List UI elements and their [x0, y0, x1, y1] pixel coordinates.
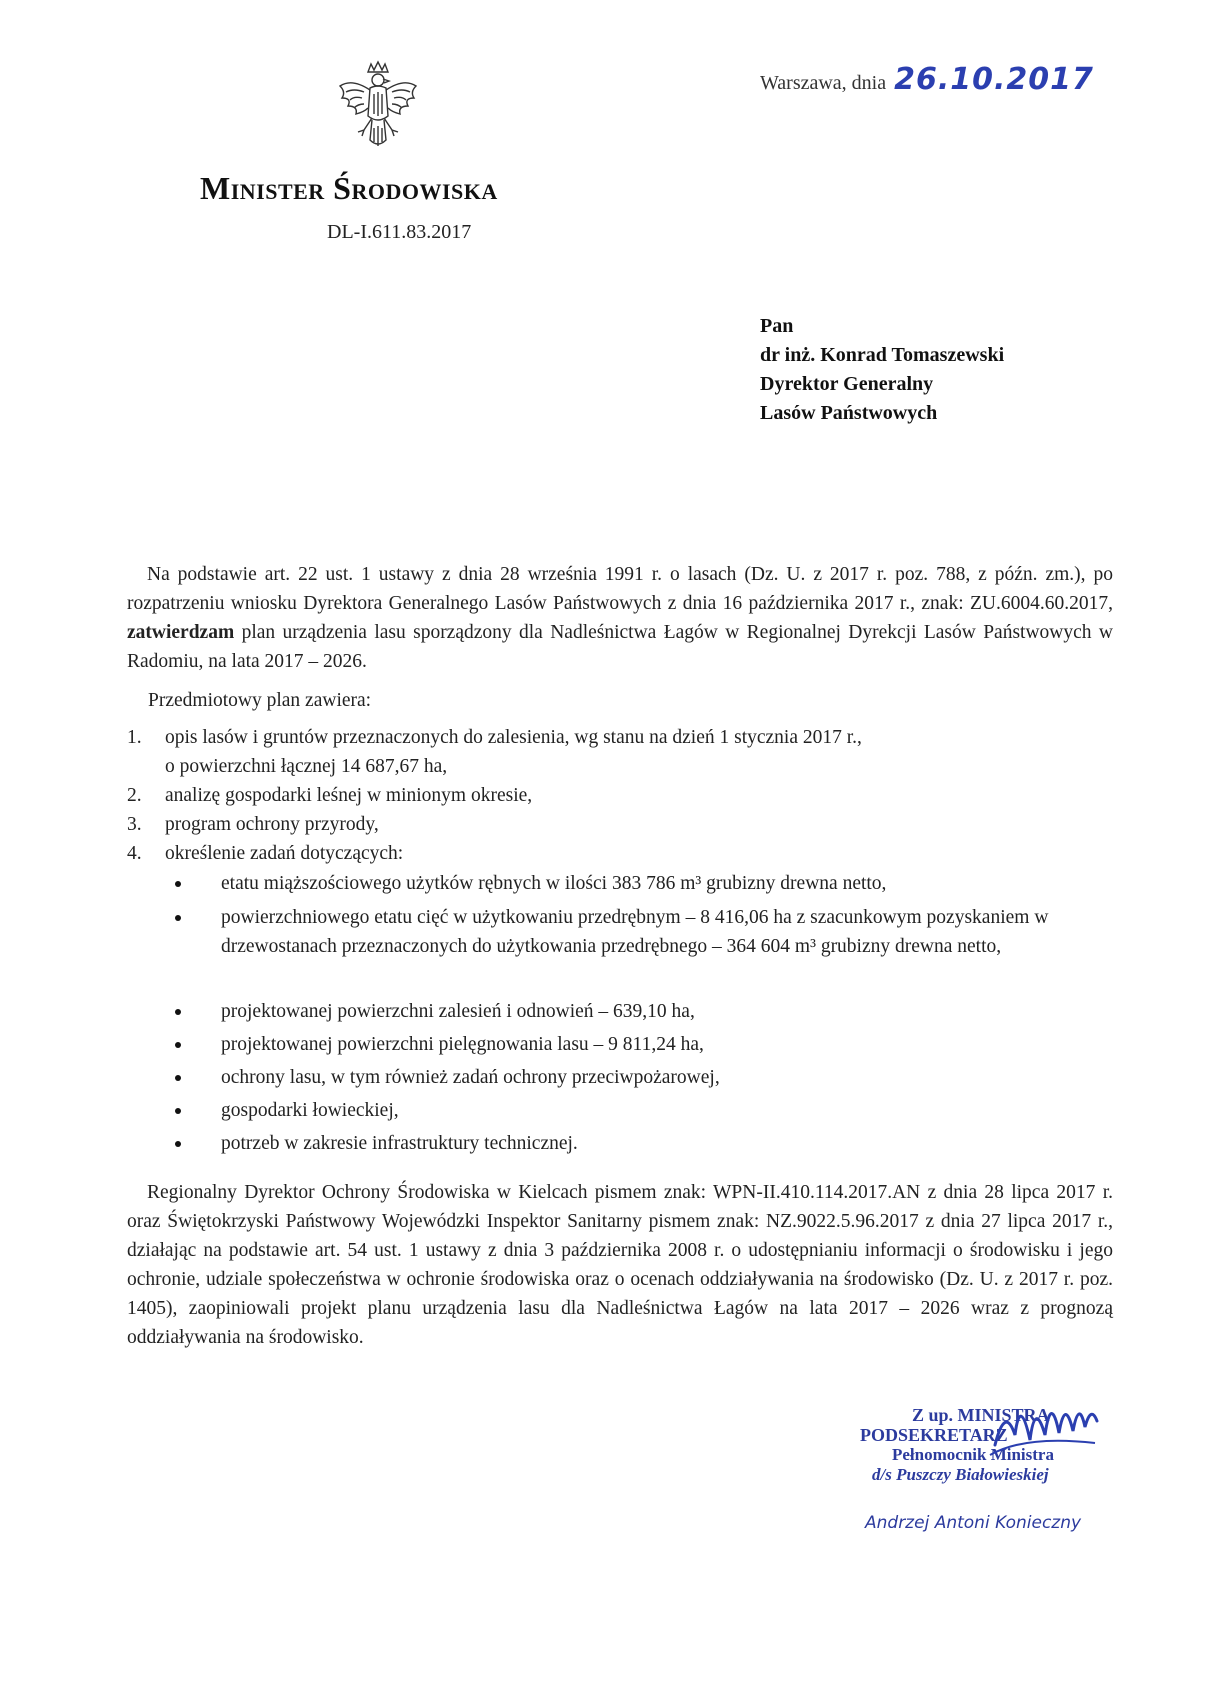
list-item-number: 4.: [127, 843, 142, 864]
polish-eagle-emblem-icon: [334, 58, 422, 158]
bullet-icon: [175, 1075, 181, 1081]
stamp-line-role: Pełnomocnik Ministra: [892, 1445, 1054, 1464]
bullet-icon: [175, 1009, 181, 1015]
addressee-name: dr inż. Konrad Tomaszewski: [760, 344, 1005, 366]
addressee-position: Dyrektor Generalny: [760, 373, 934, 395]
minister-title: Minister Środowiska: [200, 170, 498, 206]
decision-paragraph: [127, 560, 1113, 676]
decision-text-after: plan urządzenia lasu sporządzony dla Nadleśnictwa Łagów w Regionalnej Dyrekcji Lasów Państwowych w Radomiu, na lata 2017 – 2026.: [127, 622, 1113, 672]
bullet-text: gospodarki łowieckiej,: [221, 1100, 399, 1121]
handwritten-date: 26.10.2017: [894, 62, 1094, 97]
bullet-text: ochrony lasu, w tym również zadań ochrony przeciwpożarowej,: [221, 1067, 720, 1088]
list-item-text: program ochrony przyrody,: [165, 814, 379, 835]
reference-number: DL-I.611.83.2017: [327, 221, 472, 243]
plan-intro: Przedmiotowy plan zawiera:: [148, 690, 372, 711]
stamp-line-authority: Z up. MINISTRA: [912, 1405, 1050, 1425]
list-item: [127, 781, 532, 810]
addressee-institution: Lasów Państwowych: [760, 402, 938, 424]
bullet-icon: [175, 915, 181, 921]
handwritten-signature-icon: [985, 1385, 1105, 1465]
addressee-block: [760, 312, 1004, 428]
place-date-prefix: Warszawa, dnia: [760, 72, 887, 94]
list-item-text: opis lasów i gruntów przeznaczonych do zalesienia, wg stanu na dzień 1 stycznia 2017 r.,: [165, 727, 862, 748]
bullet-text: powierzchniowego etatu cięć w użytkowaniu przedrębnym – 8 416,06 ha z szacunkowym pozyskaniem w drzewostanach przeznaczonych do użytkowania przedrębnego – 364 604 m³ grubizny drewna netto,: [221, 907, 1049, 957]
stamp-line-title: PODSEKRETARZ: [860, 1425, 1008, 1445]
bullet-icon: [175, 1141, 181, 1147]
bullet-icon: [175, 881, 181, 887]
opinion-paragraph: Regionalny Dyrektor Ochrony Środowiska w Kielcach pismem znak: WPN-II.410.114.2017.AN z dnia 28 lipca 2017 r. oraz Świętokrzyski Państwowy Wojewódzki Inspektor Sanitarny pismem znak: NZ.9022.5.96.2017 z dnia 27 lipca 2017 r., działając na podstawie art. 54 ust. 1 ustawy z dnia 3 października 2008 r. o udostępnianiu informacji o środowisku i jego ochronie, udziale społeczeństwa w ochronie środowiska oraz o ocenach oddziaływania na środowisko (Dz. U. z 2017 r. poz. 1405), zaopiniowali projekt planu urządzenia lasu dla Nadleśnictwa Łagów na lata 2017 – 2026 wraz z prognozą oddziaływania na środowisko.: [127, 1182, 1113, 1348]
stamp-line-signatory: Andrzej Antoni Konieczny: [865, 1513, 1082, 1533]
bullet-icon: [175, 1108, 181, 1114]
list-item: [127, 810, 379, 839]
stamp-line-scope: d/s Puszczy Białowieskiej: [872, 1465, 1049, 1484]
place-and-date: [760, 62, 1094, 97]
list-item-continuation: o powierzchni łącznej 14 687,67 ha,: [165, 756, 448, 777]
bullet-text: potrzeb w zakresie infrastruktury technicznej.: [221, 1133, 578, 1154]
list-item-text: analizę gospodarki leśnej w minionym okresie,: [165, 785, 533, 806]
list-item-text: określenie zadań dotyczących:: [165, 843, 404, 864]
decision-verb: zatwierdzam: [127, 622, 235, 643]
addressee-salutation: Pan: [760, 315, 794, 337]
list-item: [127, 723, 862, 752]
list-item-number: 1.: [127, 727, 142, 748]
list-item-number: 3.: [127, 814, 142, 835]
bullet-text: projektowanej powierzchni zalesień i odnowień – 639,10 ha,: [221, 1001, 695, 1022]
bullet-icon: [175, 1042, 181, 1048]
bullet-text: projektowanej powierzchni pielęgnowania lasu – 9 811,24 ha,: [221, 1034, 704, 1055]
list-item: [127, 839, 403, 868]
bullet-text: etatu miąższościowego użytków rębnych w ilości 383 786 m³ grubizny drewna netto,: [221, 873, 887, 894]
list-item-number: 2.: [127, 785, 142, 806]
decision-text-before: Na podstawie art. 22 ust. 1 ustawy z dnia 28 września 1991 r. o lasach (Dz. U. z 2017 r. poz. 788, z późn. zm.), po rozpatrzeniu wniosku Dyrektora Generalnego Lasów Państwowych z dnia 16 października 2017 r., znak: ZU.6004.60.2017,: [127, 564, 1113, 614]
